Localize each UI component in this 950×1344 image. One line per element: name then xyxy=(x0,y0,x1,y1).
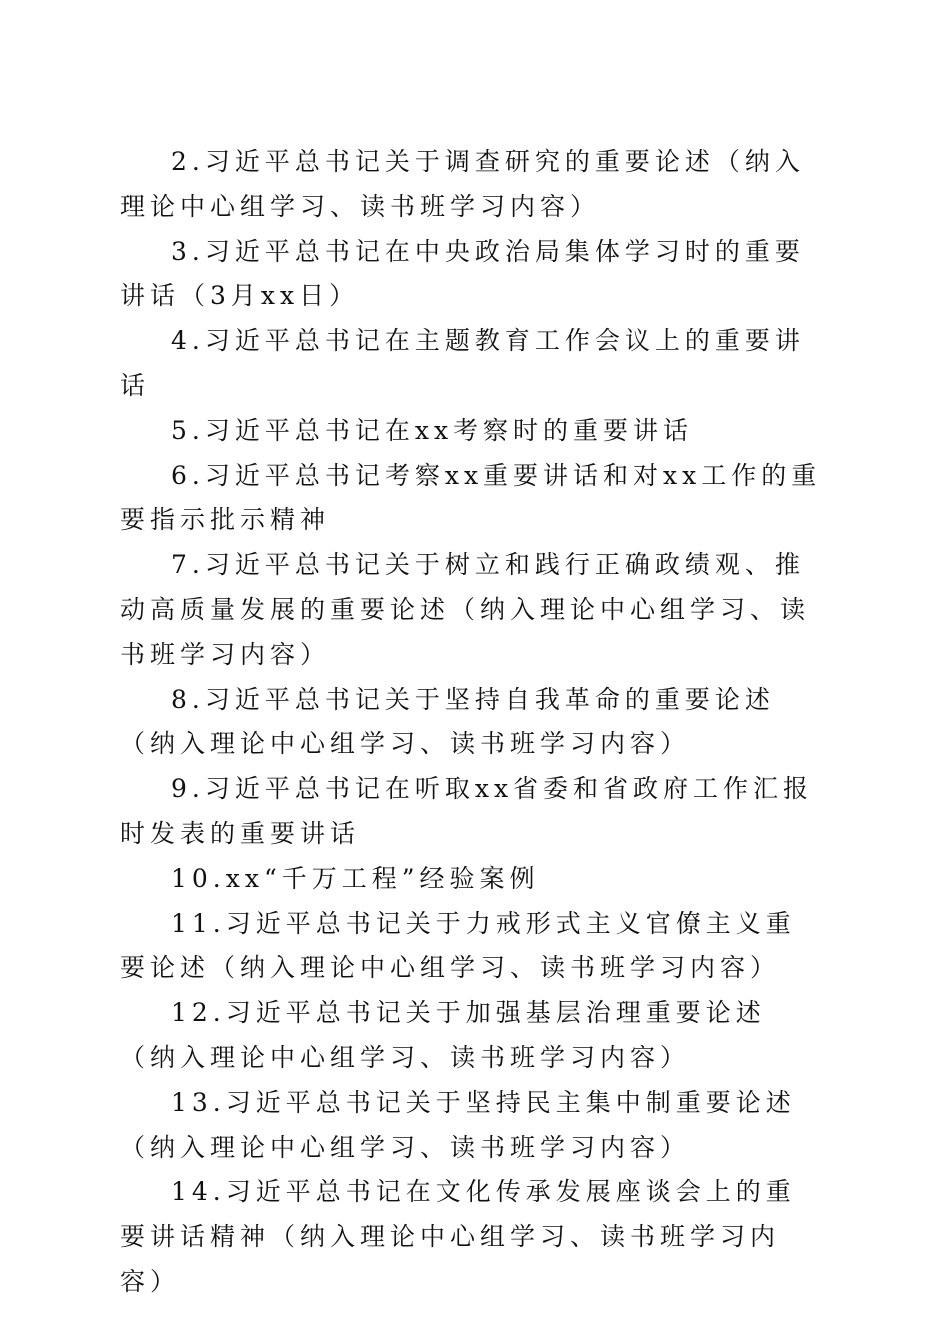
list-item: 11.习近平总书记关于力戒形式主义官僚主义重要论述（纳入理论中心组学习、读书班学习内容） xyxy=(120,908,796,983)
list-item: 13.习近平总书记关于坚持民主集中制重要论述（纳入理论中心组学习、读书班学习内容） xyxy=(120,1087,796,1162)
list-item: 3.习近平总书记在中央政治局集体学习时的重要讲话（3月xx日） xyxy=(120,236,805,311)
list-item: 2.习近平总书记关于调查研究的重要论述（纳入理论中心组学习、读书班学习内容） xyxy=(120,147,805,221)
list-item: 5.习近平总书记在xx考察时的重要讲话 xyxy=(171,415,694,445)
list-item: 14.习近平总书记在文化传承发展座谈会上的重要讲话精神（纳入理论中心组学习、读书班学习内容） xyxy=(120,1177,796,1296)
list-item: 8.习近平总书记关于坚持自我革命的重要论述（纳入理论中心组学习、读书班学习内容） xyxy=(120,684,775,759)
list-item: 12.习近平总书记关于加强基层治理重要论述（纳入理论中心组学习、读书班学习内容） xyxy=(120,998,766,1072)
list-item: 6.习近平总书记考察xx重要讲话和对xx工作的重要指示批示精神 xyxy=(120,460,822,535)
document-body xyxy=(120,140,825,1305)
list-item: 4.习近平总书记在主题教育工作会议上的重要讲话 xyxy=(120,326,805,400)
list-item: 10.xx“千万工程”经验案例 xyxy=(171,863,540,893)
list-item: 7.习近平总书记关于树立和践行正确政绩观、推动高质量发展的重要论述（纳入理论中心组学习、读书班学习内容） xyxy=(120,550,811,669)
list-item: 9.习近平总书记在听取xx省委和省政府工作汇报时发表的重要讲话 xyxy=(120,774,814,848)
